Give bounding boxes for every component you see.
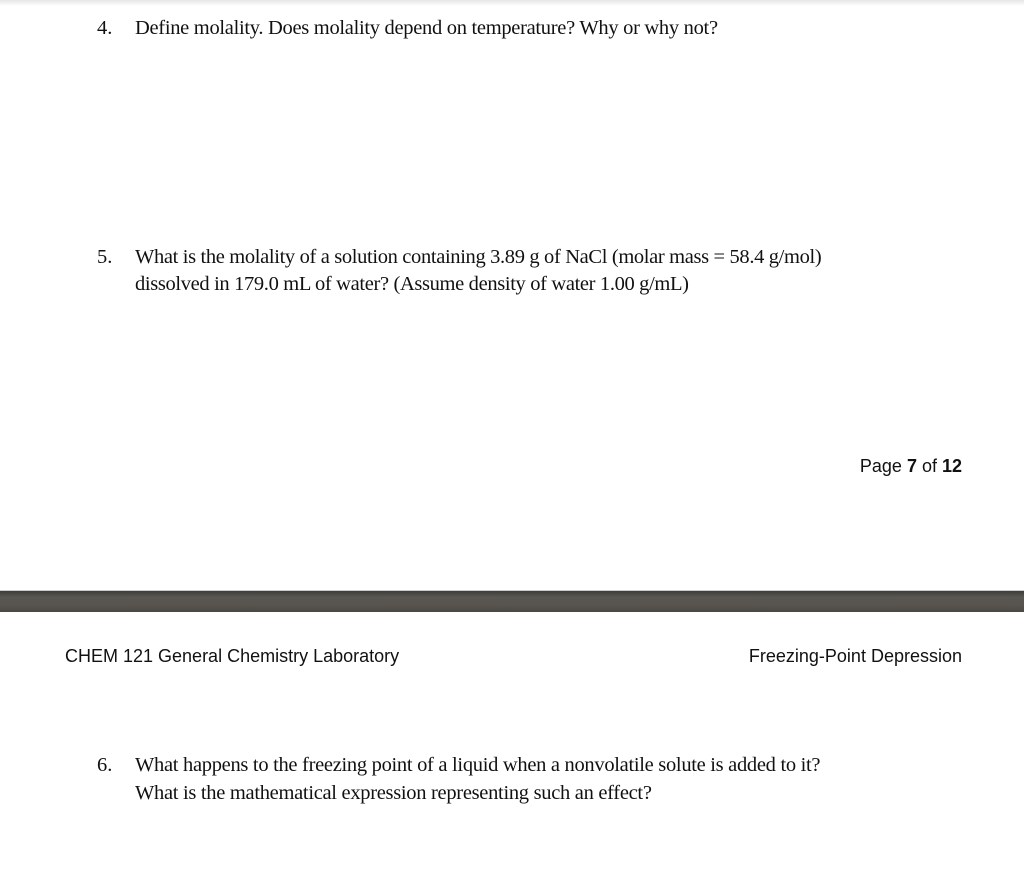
question-text-line-2: dissolved in 179.0 mL of water? (Assume density of water 1.00 g/mL) [135,273,689,295]
question-number: 5. [97,246,113,268]
header-topic: Freezing-Point Depression [748,646,962,666]
header-course: CHEM 121 General Chemistry Laboratory [65,646,400,666]
page-label: Page [859,456,907,476]
question-text: Define molality. Does molality depend on temperature? Why or why not? [135,17,718,39]
question-text-line-1: What happens to the freezing point of a liquid when a nonvolatile solute is added to it? [135,754,821,776]
top-shadow [0,0,1024,6]
question-number: 4. [97,17,113,39]
question-text-line-2: What is the mathematical expression representing such an effect? [135,782,652,804]
page-break-separator [0,590,1024,612]
current-page: 7 [906,456,917,476]
page-number [860,456,962,477]
question-text-line-1: What is the molality of a solution containing 3.89 g of NaCl (molar mass = 58.4 g/mol) [135,246,822,268]
page-of-label: of [916,456,942,476]
total-pages: 12 [941,456,962,476]
question-number: 6. [97,754,113,776]
